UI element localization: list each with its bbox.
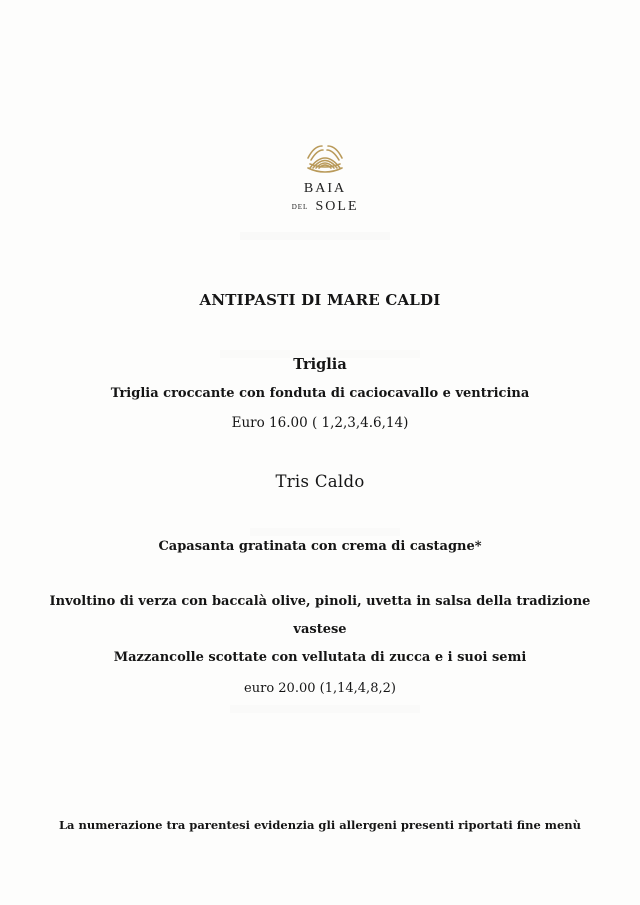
dish-price: Euro 16.00 ( 1,2,3,4.6,14) <box>231 415 409 431</box>
allergen-note: La numerazione tra parentesi evidenzia gli allergeni presenti riportati fine menù <box>58 818 582 832</box>
dish-item: Capasanta gratinata con crema di castagne* <box>158 539 482 554</box>
dish-description: Triglia croccante con fonduta di caciocavallo e ventricina <box>110 386 530 401</box>
show-through-mark <box>240 232 390 240</box>
brand-line2-small: DEL <box>291 203 309 211</box>
dish-price: euro 20.00 (1,14,4,8,2) <box>244 681 396 696</box>
brand-line1: BAIA <box>303 181 347 196</box>
dish-title: Tris Caldo <box>275 472 365 491</box>
dish-item: Involtino di verza con baccalà olive, pinoli, uvetta in salsa della tradizione <box>49 594 591 609</box>
show-through-mark <box>250 528 400 536</box>
sun-logo-icon <box>270 138 380 218</box>
section-title: ANTIPASTI DI MARE CALDI <box>199 291 441 309</box>
dish-item-continuation: vastese <box>293 622 347 637</box>
dish-item: Mazzancolle scottate con vellutata di zucca e i suoi semi <box>113 650 527 665</box>
show-through-mark <box>230 705 420 713</box>
dish-title: Triglia <box>293 356 347 373</box>
brand-line2: SOLE <box>315 199 359 214</box>
brand-logo <box>270 138 380 218</box>
